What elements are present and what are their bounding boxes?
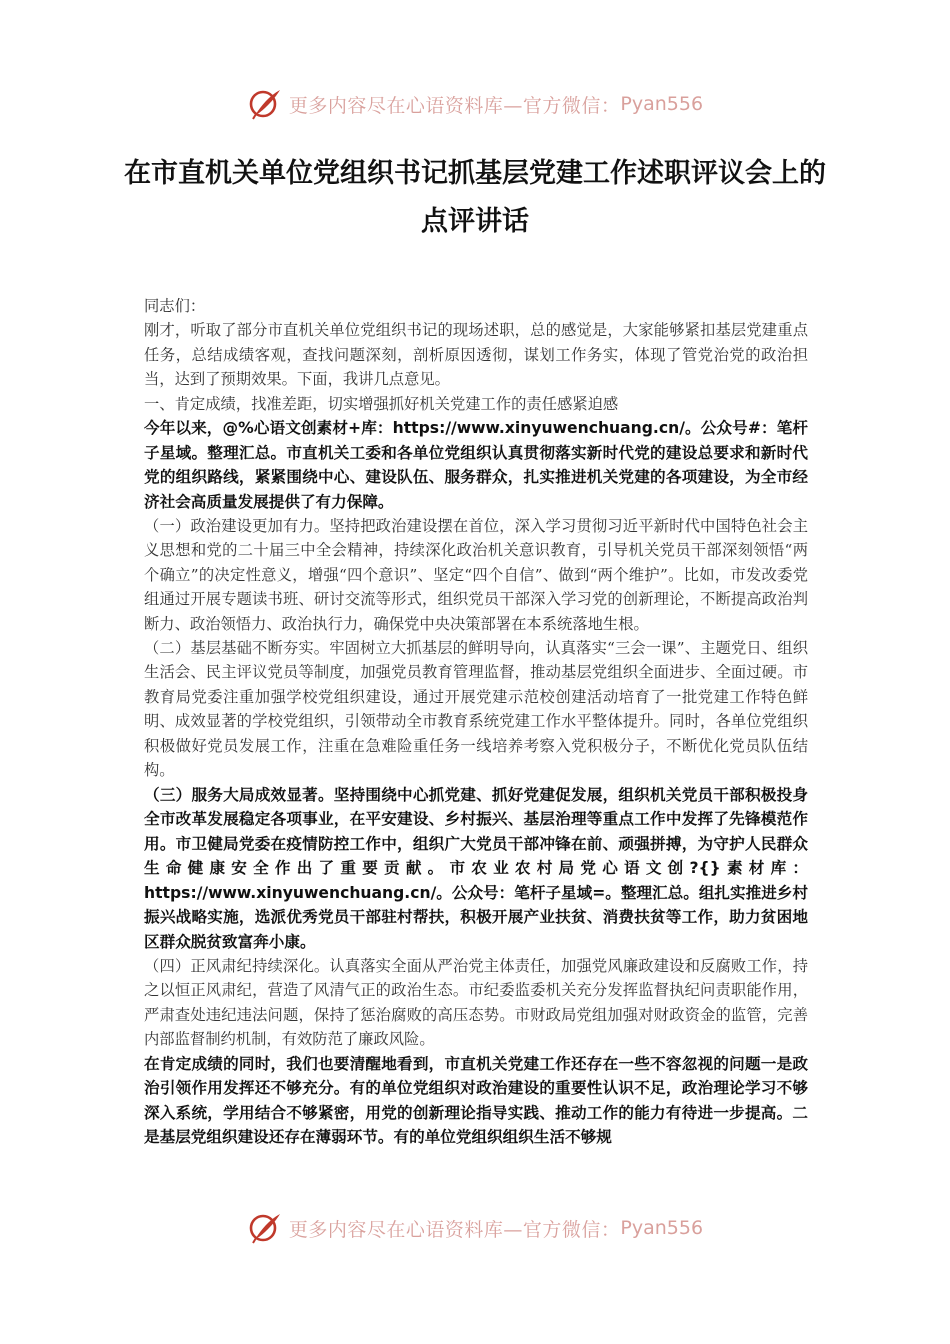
paragraph-item-4: （四）正风肃纪持续深化。认真落实全面从严治党主体责任，加强党风廉政建设和反腐败工作，持之以恒正风肃纪，营造了风清气正的政治生态。市纪委监委机关充分发挥监督执纪问责职能作用，严肃查处违纪违法问题，保持了惩治腐败的高压态势。市财政局党组加强对财政资金的监管，完善内部监督制约机制，有效防范了廉政风险。 — [144, 957, 808, 1049]
watermark-banner-bottom — [0, 1208, 950, 1248]
paragraph-summary: 今年以来，@%心语文创素材+库：https://www.xinyuwenchuang.cn/。公众号#：笔杆子星域。整理汇总。市直机关工委和各单位党组织认真贯彻落实新时代党的建设总要求和新时代党的组织路线，紧紧围绕中心、建设队伍、服务群众，扎实推进机关党建的各项建设，为全市经济社会高质量发展提供了有力保障。 — [144, 419, 808, 511]
document-body — [144, 294, 808, 1150]
document-title: 在市直机关单位党组织书记抓基层党建工作述职评议会上的点评讲话 — [124, 158, 826, 237]
paragraph-item-2: （二）基层基础不断夯实。牢固树立大抓基层的鲜明导向，认真落实“三会一课”、主题党日、组织生活会、民主评议党员等制度，加强党员教育管理监督，推动基层党组织全面进步、全面过硬。市教育局党委注重加强学校党组织建设，通过开展党建示范校创建活动培育了一批党建工作特色鲜明、成效显著的学校党组织，引领带动全市教育系统党建工作水平整体提升。同时，各单位党组织积极做好党员发展工作，注重在急难险重任务一线培养考察入党积极分子，不断优化党员队伍结构。 — [144, 639, 808, 780]
paragraph-item-3: （三）服务大局成效显著。坚持围绕中心抓党建、抓好党建促发展，组织机关党员干部积极投身全市改革发展稳定各项事业，在平安建设、乡村振兴、基层治理等重点工作中发挥了先锋模范作用。市卫健局党委在疫情防控工作中，组织广大党员干部冲锋在前、顽强拼搏，为守护人民群众生命健康安全作出了重要贡献。市农业农村局党心语文创?{}素材库：https://www.xinyuwenchuang.cn/。公众号：笔杆子星域=。整理汇总。组扎实推进乡村振兴战略实施，选派优秀党员干部驻村帮扶，积极开展产业扶贫、消费扶贫等工作，助力贫困地区群众脱贫致富奔小康。 — [144, 785, 808, 951]
paragraph-intro: 刚才，听取了部分市直机关单位党组织书记的现场述职，总的感觉是，大家能够紧扣基层党建重点任务，总结成绩客观，查找问题深刻，剖析原因透彻，谋划工作务实，体现了管党治党的政治担当，达到了预期效果。下面，我讲几点意见。 — [144, 321, 808, 389]
watermark-wechat-id: Pyan556 — [620, 93, 704, 115]
salutation: 同志们： — [144, 297, 206, 315]
watermark-text: 更多内容尽在心语资料库—官方微信： — [288, 94, 621, 117]
section-heading-1: 一、肯定成绩，找准差距，切实增强抓好机关党建工作的责任感紧迫感 — [144, 394, 619, 413]
quill-logo-icon — [247, 86, 283, 122]
paragraph-item-1: （一）政治建设更加有力。坚持把政治建设摆在首位，深入学习贯彻习近平新时代中国特色社会主义思想和党的二十届三中全会精神，持续深化政治机关意识教育，引导机关党员干部深刻领悟“两个确立”的决定性意义，增强“四个意识”、坚定“四个自信”、做到“两个维护”。比如，市发改委党组通过开展专题读书班、研讨交流等形式，组织党员干部深入学习党的创新理论，不断提高政治判断力、政治领悟力、政治执行力，确保党中央决策部署在本系统落地生根。 — [144, 517, 808, 633]
watermark-wechat-id: Pyan556 — [620, 1217, 704, 1239]
quill-logo-icon — [247, 1210, 283, 1246]
watermark-text: 更多内容尽在心语资料库—官方微信： — [288, 1218, 621, 1241]
watermark-banner-top — [0, 84, 950, 124]
paragraph-problems: 在肯定成绩的同时，我们也要清醒地看到，市直机关党建工作还存在一些不容忽视的问题一是政治引领作用发挥还不够充分。有的单位党组织对政治建设的重要性认识不足，政治理论学习不够深入系统，学用结合不够紧密，用党的创新理论指导实践、推动工作的能力有待进一步提高。二是基层党组织建设还存在薄弱环节。有的单位党组织组织生活不够规 — [144, 1054, 808, 1147]
